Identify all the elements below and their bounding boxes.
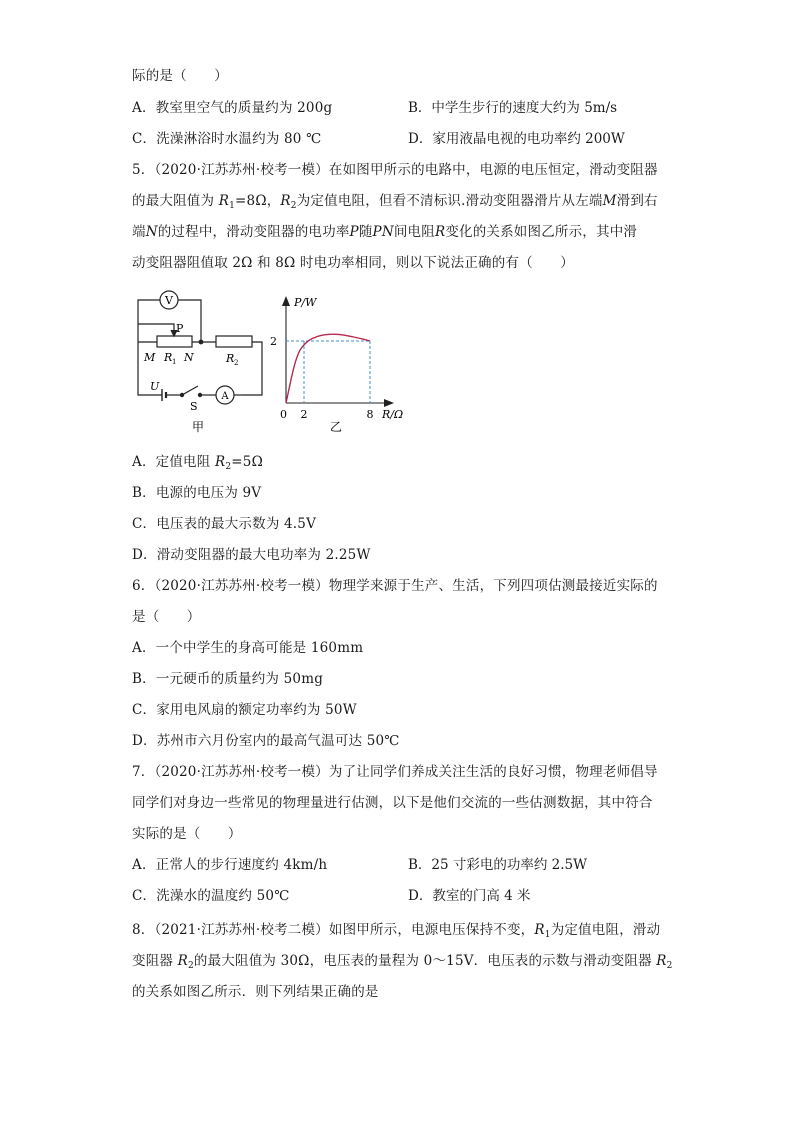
ammeter-label: A — [221, 391, 229, 402]
q4-option-d[interactable]: D．家用液晶电视的电功率约 200W — [408, 131, 625, 147]
q4-stem-tail: 际的是（ ） — [132, 68, 228, 84]
q6-stem-line2: 是（ ） — [132, 609, 201, 625]
r1-sub: 1 — [172, 358, 177, 366]
q5-stem-line2: 的最大阻值为 $R_1=8\Omega$，$R_2$为定值电阻，但看不清标识.滑动变阻器滑片从左端M滑到右 — [132, 193, 658, 211]
q6-stem-line1: 6．（2020·江苏苏州·校考一模）物理学来源于生产、生活，下列四项估测最接近实际的 — [132, 578, 658, 594]
resistor-r2 — [216, 336, 252, 347]
q5-stem-line4: 动变阻器阻值取 2Ω 和 8Ω 时电功率相同，则以下说法正确的有（ ） — [132, 255, 574, 271]
q5-figure — [132, 290, 432, 440]
figure-jia-caption: 甲 — [192, 420, 205, 434]
m-label: M — [144, 351, 156, 364]
q6-option-b[interactable]: B．一元硬币的质量约为 50mg — [132, 671, 324, 687]
q7-option-b[interactable]: B．25 寸彩电的功率约 2.5W — [408, 857, 588, 873]
q6-option-c[interactable]: C．家用电风扇的额定功率约为 50W — [132, 702, 357, 718]
q6-option-d[interactable]: D．苏州市六月份室内的最高气温可达 50℃ — [132, 733, 400, 749]
q5-stem-line1: 5．（2020·江苏苏州·校考一模）在如图甲所示的电路中，电源的电压恒定，滑动变阻器 — [132, 162, 658, 178]
x-axis-label: R/Ω — [382, 408, 404, 421]
r2-label: R — [226, 352, 235, 365]
voltmeter-label: V — [165, 294, 173, 307]
x-tick-2-label: 2 — [300, 408, 308, 421]
switch-s-label: S — [190, 400, 198, 413]
q7-option-d[interactable]: D．教室的门高 4 米 — [408, 888, 531, 904]
y-tick-2-label: 2 — [270, 335, 277, 348]
q5-option-d[interactable]: D．滑动变阻器的最大电功率为 2.25W — [132, 547, 371, 563]
power-curve-line — [286, 334, 370, 403]
rheostat-r1 — [157, 336, 192, 347]
figure-yi-caption: 乙 — [330, 420, 343, 434]
power-graph — [282, 296, 394, 407]
q4-option-a[interactable]: A．教室里空气的质量约为 200g — [132, 100, 333, 116]
q7-option-a[interactable]: A．正常人的步行速度约 4km/h — [132, 857, 328, 873]
q8-stem-line1: 8．（2021·江苏苏州·校考二模）如图甲所示，电源电压保持不变，$R_1$为定值电阻，滑动 — [132, 922, 661, 940]
y-axis-label: P/W — [294, 296, 317, 309]
q5-option-c[interactable]: C．电压表的最大示数为 4.5V — [132, 516, 317, 532]
n-label: N — [184, 351, 194, 364]
q5-option-a[interactable]: A．定值电阻 $R_2=5\Omega$ — [132, 454, 263, 472]
q7-stem-line1: 7．（2020·江苏苏州·校考一模）为了让同学们养成关注生活的良好习惯，物理老师倡导 — [132, 764, 658, 780]
u-label: U — [150, 380, 160, 393]
q8-stem-line3: 的关系如图乙所示．则下列结果正确的是 — [132, 984, 379, 1000]
q7-stem-line2: 同学们对身边一些常见的物理量进行估测，以下是他们交流的一些估测数据，其中符合 — [132, 795, 653, 811]
q5-option-b[interactable]: B．电源的电压为 9V — [132, 485, 262, 501]
q4-option-c[interactable]: C．洗澡淋浴时水温约为 80 ℃ — [132, 131, 322, 147]
origin-label: 0 — [280, 408, 287, 421]
q7-stem-line3: 实际的是（ ） — [132, 826, 242, 842]
r2-sub: 2 — [234, 359, 239, 367]
q4-option-b[interactable]: B．中学生步行的速度大约为 5m/s — [408, 100, 618, 116]
x-tick-8-label: 8 — [366, 408, 374, 421]
q5-stem-line3: 端N的过程中，滑动变阻器的电功率P随PN间电阻R变化的关系如图乙所示，其中滑 — [132, 224, 638, 240]
q6-option-a[interactable]: A．一个中学生的身高可能是 160mm — [132, 640, 364, 656]
q7-option-c[interactable]: C．洗澡水的温度约 50℃ — [132, 888, 290, 904]
slider-p-label: P — [176, 322, 184, 335]
q5-figure-svg — [132, 290, 432, 440]
r1-label: R — [164, 351, 173, 364]
q8-stem-line2: 变阻器 $R_2$的最大阻值为 30Ω，电压表的量程为 0～15V．电压表的示数与滑动变阻器 $R_2$ — [132, 953, 673, 971]
